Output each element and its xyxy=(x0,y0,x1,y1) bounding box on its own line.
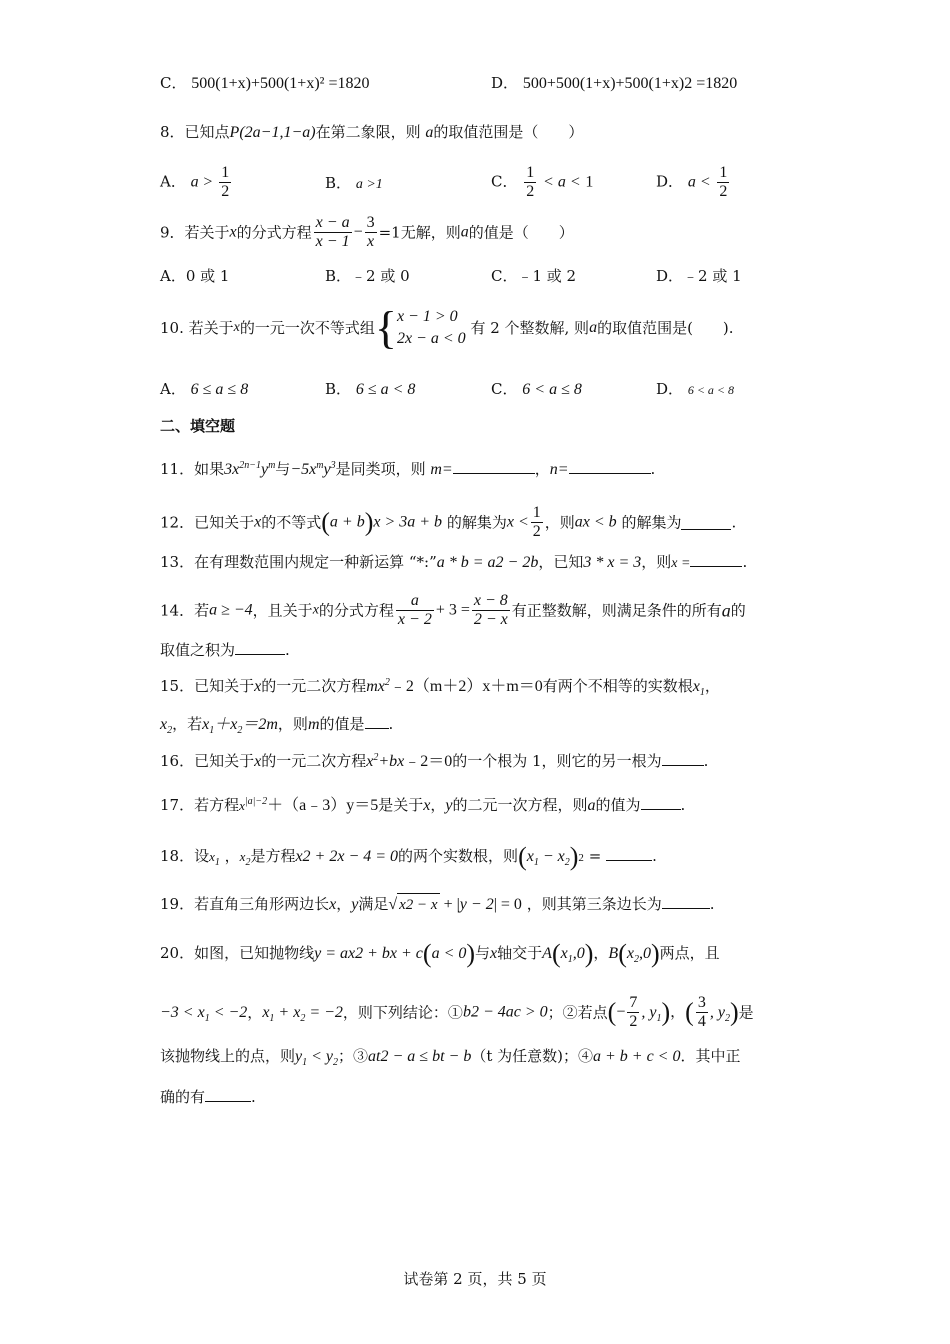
option-label: A． xyxy=(160,172,186,191)
fraction-numerator: 3 xyxy=(366,214,375,231)
q14-text: 的分式方程 xyxy=(318,601,394,620)
q8-option-b xyxy=(325,172,383,196)
question-15-line2: $x_2$，若$x_1+x_2=2m$，则m的值是 . xyxy=(160,715,394,736)
q11-m-label: m= xyxy=(430,461,453,478)
q15-text: 的一元二次方程 xyxy=(261,677,367,695)
option-expression: 6 < a < 8 xyxy=(687,383,735,397)
q12-text: . xyxy=(731,513,737,532)
q10-text: 的一元一次不等式组 xyxy=(239,319,375,337)
q9-text: =1无解，则 xyxy=(378,223,461,242)
q9-text: 的分式方程 xyxy=(236,223,312,242)
fraction: $\frac{1}{2}$ xyxy=(719,164,728,200)
question-17: 17．若方程$x^{|a|-2}+(a﹣3)y=5$是关于x，y的二元一次方程，则a的值为 . xyxy=(160,796,686,814)
q11-text: . xyxy=(650,460,656,478)
q20-text: ；②若点 xyxy=(547,1003,608,1022)
fraction: $\frac{1}{2}$ xyxy=(526,164,535,200)
question-15: 15．已知关于x的一元二次方程$mx^2﹣2(m+2)x+m=0$有两个不相等的实数根$x_1$， xyxy=(160,677,720,698)
q15-var: m xyxy=(307,716,320,733)
sqrt-expression: x2 − x xyxy=(397,893,439,916)
q12-text: 的解集为 xyxy=(446,513,507,532)
q9-option-c: C．﹣1 或 2 xyxy=(491,267,577,285)
q18-text: . xyxy=(652,847,657,865)
question-20-line2: $-3 < x_1 < -2$，$x_1 + x_2 = -2$，则下列结论：①b2 − 4ac > 0；②若点(− $\frac{7}{2}$ , $y_1$)，( $\frac{3}{4}$ , $y_2$)是 xyxy=(160,994,754,1030)
q8-point: P(2a−1,1−a) xyxy=(229,124,316,141)
q9-option-a: A．0 或 1 xyxy=(160,267,230,285)
q13-text: 13．在有理数范围内规定一种新运算 “*:” xyxy=(160,553,437,571)
q18-text: 的两个实数根，则 xyxy=(398,847,519,865)
q18-text: 是方程 xyxy=(250,847,296,865)
question-20-line4 xyxy=(160,1086,256,1108)
q13-given: 3 * x = 3 xyxy=(583,554,642,571)
answer-blank[interactable] xyxy=(681,515,731,530)
q14-condition: a ≥ −4 xyxy=(209,601,253,619)
q12-text: 的解集为 xyxy=(621,513,682,532)
option-expression: a >1 xyxy=(355,177,383,192)
q17-text: 的值为 xyxy=(595,796,641,814)
q15-text: 的值是 xyxy=(319,715,365,733)
q20-text: . xyxy=(251,1088,256,1106)
q16-text: 的一个根为 1，则它的另一根为 xyxy=(452,752,662,770)
answer-blank[interactable] xyxy=(365,714,389,729)
q13-definition: a * b = a2 − 2b xyxy=(436,554,539,571)
option-label: D． xyxy=(656,380,684,398)
q10-option-a xyxy=(160,378,248,401)
option-label: B． xyxy=(325,174,352,192)
question-20: 20．如图，已知抛物线y = ax2 + bx + c(a < 0)与x轴交于$A(x_1,0)$，$B(x_2,0)$两点，且 xyxy=(160,939,720,968)
answer-blank[interactable] xyxy=(569,459,651,474)
fraction: $\frac{3}{4}$ xyxy=(697,994,706,1030)
q19-text: 19．若直角三角形两边长 xyxy=(160,895,330,913)
q9-option-d: D．﹣2 或 1 xyxy=(656,267,742,285)
q20-text: ；③ xyxy=(338,1047,369,1065)
inequality-1: x − 1 > 0 xyxy=(396,308,458,325)
fraction xyxy=(365,214,377,251)
answer-blank[interactable] xyxy=(606,846,652,861)
q20-text: 确的有 xyxy=(160,1088,206,1106)
q20-text: （t 为任意数)；④ xyxy=(471,1047,593,1065)
q20-text: 该抛物线上的点，则 xyxy=(160,1047,296,1065)
question-16: 16．已知关于x的一元二次方程$x^2+bx﹣2=0$的一个根为 1，则它的另一根为 . xyxy=(160,752,709,770)
question-19: 19．若直角三角形两边长x，y满足√ x2 − x + |y − 2| = 0 ，则其第三条边长为 . xyxy=(160,893,715,916)
q20-text: ．其中正 xyxy=(680,1047,741,1065)
option-expression: 6 < a ≤ 8 xyxy=(522,381,582,398)
question-8 xyxy=(160,121,583,144)
q9-var: a xyxy=(460,223,469,241)
q7-option-c xyxy=(160,72,369,95)
answer-blank[interactable] xyxy=(235,640,285,655)
q13-text: ，则 xyxy=(641,553,672,571)
q9-text: 9．若关于 xyxy=(160,223,230,242)
q20-text: 轴交于 xyxy=(497,944,543,962)
q11-n-label: n= xyxy=(549,461,569,478)
q10-text: 有 2 个整数解, 则 xyxy=(470,319,590,337)
answer-blank[interactable] xyxy=(662,751,704,766)
q10-var: a xyxy=(589,319,598,336)
answer-blank[interactable] xyxy=(662,894,710,909)
q8-text: 的取值范围是（ ） xyxy=(433,123,584,141)
q14-text: . xyxy=(285,641,290,659)
q18-text: 18．设 xyxy=(160,847,210,865)
question-11: 11．如果$3x^{2n-1}y^m$与$-5x^my^3$是同类项，则 m= ，n= . xyxy=(160,460,656,478)
option-label: C． xyxy=(491,380,518,398)
fraction xyxy=(314,214,352,251)
q17-var: a xyxy=(587,797,596,814)
option-label: D． xyxy=(491,74,519,92)
q15-text: ，则 xyxy=(277,715,308,733)
q14-text: 取值之积为 xyxy=(160,641,236,659)
fraction: $\frac{a}{x - 2}$ xyxy=(397,592,432,628)
question-12: 12．已知关于x的不等式(a + b)x > 3a + b 的解集为x < $\frac{1}{2}$ ，则ax < b 的解集为 . xyxy=(160,504,737,540)
q13-text: ，已知 xyxy=(538,553,584,571)
question-20-line3: 该抛物线上的点，则$y_1 < y_2$；③at2 − a ≤ bt − b（t 为任意数)；④a + b + c < 0．其中正 xyxy=(160,1047,741,1068)
q12-text: 12．已知关于 xyxy=(160,513,255,532)
q10-text: 10. 若关于 xyxy=(160,319,234,337)
q8-option-d: D． a < $\frac{1}{2}$ xyxy=(656,164,728,200)
q14-text: 有正整数解，则满足条件的所有 xyxy=(511,601,722,620)
q15-text: 15．已知关于 xyxy=(160,677,255,695)
q19-text: ，则其第三条边长为 xyxy=(526,895,662,913)
q20-text: 两点，且 xyxy=(659,944,720,962)
q9-var: x xyxy=(229,223,237,241)
q14-text: ，且关于 xyxy=(252,601,313,620)
answer-blank[interactable] xyxy=(641,795,681,810)
q14-var: a xyxy=(721,600,731,621)
q9-text: 的值是（ ） xyxy=(468,223,574,242)
q15-text: 有两个不相等的实数根 xyxy=(542,677,693,695)
q19-text: . xyxy=(709,895,715,913)
q20-text: 20．如图，已知抛物线 xyxy=(160,944,315,962)
inequality-2: 2x − a < 0 xyxy=(396,330,466,347)
answer-blank[interactable] xyxy=(690,552,742,567)
q14-text: 14．若 xyxy=(160,601,210,620)
q16-text: 16．已知关于 xyxy=(160,752,255,770)
q10-var: x xyxy=(233,320,240,335)
q17-text: 17．若方程 xyxy=(160,796,240,814)
question-10 xyxy=(160,302,734,353)
q15-text: 若 xyxy=(187,715,203,733)
option-expression: 6 ≤ a ≤ 8 xyxy=(190,381,249,398)
q17-text: 的二元一次方程，则 xyxy=(452,796,588,814)
system-brace: { xyxy=(374,302,397,353)
option-expression: 6 ≤ a < 8 xyxy=(355,381,416,398)
q9-option-b: B．﹣2 或 0 xyxy=(325,267,410,285)
option-expression: 500+500(1+x)+500(1+x)2 =1820 xyxy=(522,75,738,92)
q16-text: . xyxy=(703,752,709,770)
q8-text: 8．已知点 xyxy=(160,123,230,141)
q17-text: . xyxy=(680,796,686,814)
fraction: $\frac{1}{2}$ xyxy=(532,504,541,540)
option-label: B． xyxy=(325,380,352,398)
q11-text: 与 xyxy=(275,460,291,478)
q16-text: 的一元二次方程 xyxy=(261,752,367,770)
fraction-denominator: x xyxy=(367,233,375,250)
option-expression: 500(1+x)+500(1+x)² =1820 xyxy=(191,75,370,92)
q12-text: ，则 xyxy=(544,513,575,532)
fraction-numerator: x − a xyxy=(315,214,350,231)
inequality-system xyxy=(397,306,466,350)
q20-var: x xyxy=(490,945,498,962)
q15-var: x xyxy=(254,678,262,695)
q19-text: 满足 xyxy=(358,895,389,913)
q14-var: x xyxy=(312,602,319,618)
q12-var: x xyxy=(254,513,262,531)
q13-text: . xyxy=(742,553,748,571)
q15-text: . xyxy=(388,715,394,733)
q10-option-d xyxy=(656,378,734,401)
q8-option-a: A． a > $\frac{1}{2}$ xyxy=(160,164,230,200)
fraction: $\frac{7}{2}$ xyxy=(629,994,638,1030)
q11-text: 11．如果 xyxy=(160,460,225,478)
q11-text: ， xyxy=(534,460,550,478)
q20-text: 与 xyxy=(475,944,491,962)
option-label: C． xyxy=(160,74,187,92)
q18-text: = xyxy=(588,847,602,865)
answer-blank[interactable] xyxy=(205,1087,251,1102)
q10-option-c xyxy=(491,378,582,401)
q10-option-b xyxy=(325,378,415,401)
q20-text: ，则下列结论：① xyxy=(342,1003,463,1022)
option-label: C． xyxy=(491,172,518,191)
q14-text: 的 xyxy=(730,601,746,620)
fraction-denominator: x − 1 xyxy=(315,233,350,250)
q8-option-c: C． $\frac{1}{2}$ < a < 1 xyxy=(491,164,594,200)
q13-ask: x = xyxy=(671,556,691,571)
option-label: D． xyxy=(656,172,684,191)
section-title: 二、填空题 xyxy=(160,417,236,435)
q16-var: x xyxy=(254,753,262,770)
q7-option-d xyxy=(491,72,737,95)
fraction: $\frac{x - 8}{2 - x}$ xyxy=(473,592,508,628)
q20-text: 是 xyxy=(738,1003,754,1022)
page-footer: 试卷第 2 页，共 5 页 xyxy=(403,1270,547,1288)
q10-text: 的取值范围是( ). xyxy=(597,319,734,337)
q12-text: 的不等式 xyxy=(261,513,322,532)
q17-text: 是关于 xyxy=(378,796,424,814)
option-label: A． xyxy=(160,380,186,398)
question-14: 14．若a ≥ −4，且关于x的分式方程 $\frac{a}{x - 2}$ + 3 = $\frac{x - 8}{2 - x}$ 有正整数解，则满足条件的所有a的 xyxy=(160,592,746,628)
q8-var: a xyxy=(425,124,434,141)
answer-blank[interactable] xyxy=(453,459,535,474)
fraction: $\frac{1}{2}$ xyxy=(221,164,230,200)
q11-text: 是同类项，则 xyxy=(335,460,426,478)
q8-text: 在第二象限，则 xyxy=(315,123,421,141)
question-18: 18．设$x_1$ ，$x_2$是方程x2 + 2x − 4 = 0的两个实数根，则$(x_1 - x_2)2$ = . xyxy=(160,842,657,871)
question-9: 9．若关于x的分式方程 $\frac{x - a}{x - 1}$ − $\frac{3}{x}$ =1无解，则a的值是（ ） xyxy=(160,214,574,250)
question-14-line2 xyxy=(160,639,290,661)
question-13 xyxy=(160,551,747,575)
